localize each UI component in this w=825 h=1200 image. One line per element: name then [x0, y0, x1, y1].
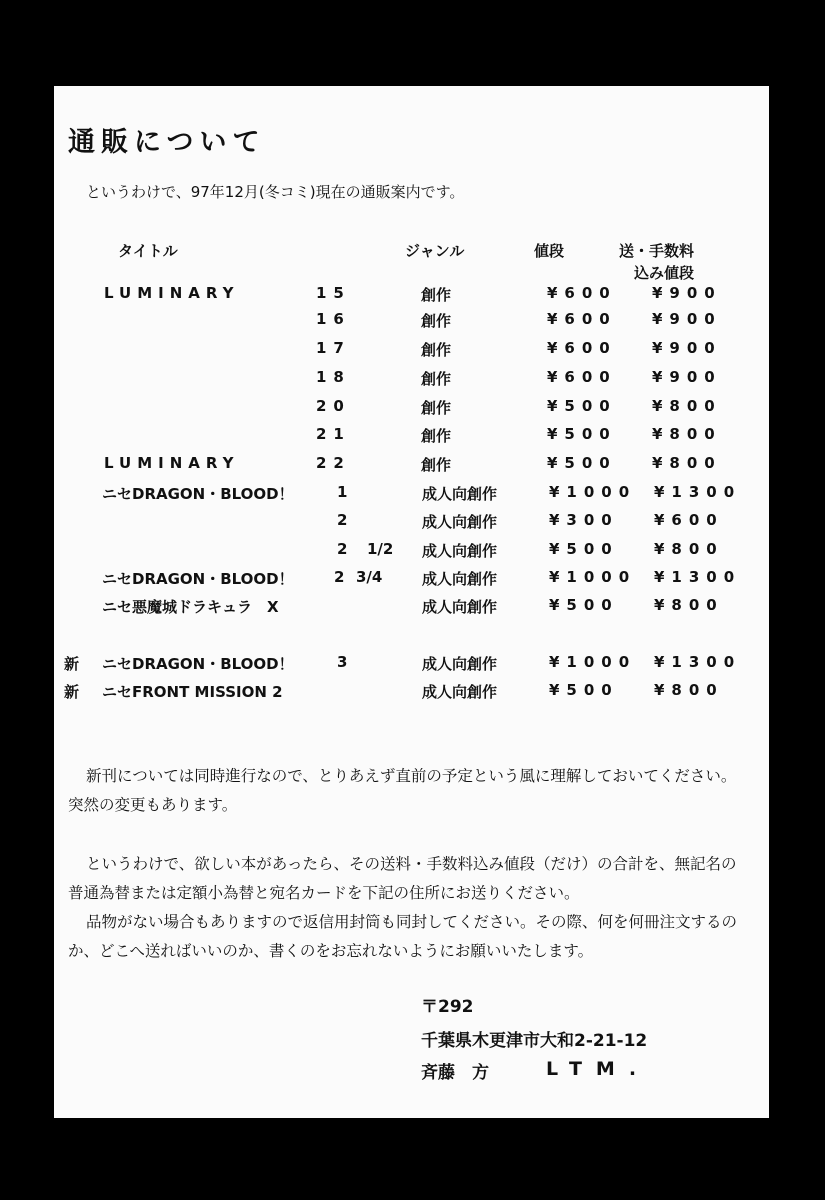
table-row: [54, 511, 769, 539]
row-price: ¥500: [549, 540, 619, 558]
row-genre: 創作: [421, 399, 452, 417]
row-price: ¥1000: [549, 483, 637, 501]
row-title: ニセDRAGON・BLOOD！: [102, 485, 294, 503]
row-price: ¥600: [547, 368, 617, 386]
row-total: ¥1300: [654, 568, 742, 586]
row-price: ¥600: [547, 310, 617, 328]
row-issue: 22: [316, 454, 351, 472]
row-total: ¥800: [652, 454, 722, 472]
row-price: ¥500: [547, 425, 617, 443]
row-issue: 2: [337, 511, 348, 529]
row-total: ¥1300: [654, 653, 742, 671]
row-issue: 2: [334, 568, 345, 586]
table-row: [54, 339, 769, 367]
new-mark: 新: [64, 683, 80, 701]
row-issue: 1: [337, 483, 348, 501]
row-title: ニセDRAGON・BLOOD！: [102, 570, 294, 588]
row-genre: 創作: [421, 370, 452, 388]
postal-code: 〒292: [421, 997, 474, 1017]
row-price: ¥300: [549, 511, 619, 529]
header-shipping: 送・手数料: [619, 242, 695, 260]
instruction-paragraph: というわけで、欲しい本があったら、その送料・手数料込み値段（だけ）の合計を、無記名の普通為替または定額小為替と宛名カードを下記の住所にお送りください。: [68, 855, 737, 902]
row-title: LUMINARY: [104, 454, 240, 472]
row-price: ¥1000: [549, 653, 637, 671]
row-genre: 成人向創作: [422, 542, 498, 560]
row-price: ¥500: [547, 397, 617, 415]
header-price: 値段: [534, 242, 565, 260]
row-genre: 成人向創作: [422, 655, 498, 673]
row-issue: 17: [316, 339, 351, 357]
row-genre: 創作: [421, 427, 452, 445]
header-genre: ジャンル: [405, 242, 465, 260]
row-price: ¥500: [549, 681, 619, 699]
row-issue: 15: [316, 284, 351, 302]
row-total: ¥800: [652, 425, 722, 443]
row-total: ¥900: [652, 368, 722, 386]
header-shipping-sub: 込み値段: [634, 264, 695, 282]
row-issue: 2: [337, 540, 348, 558]
header-title: タイトル: [118, 242, 178, 260]
table-row: [54, 368, 769, 396]
address-line: 千葉県木更津市大和2-21-12: [421, 1031, 648, 1051]
row-total: ¥600: [654, 511, 724, 529]
row-issue: 20: [316, 397, 351, 415]
table-row: [54, 568, 769, 596]
row-title: ニセ悪魔城ドラキュラ X: [102, 598, 279, 616]
row-issue: 18: [316, 368, 351, 386]
row-genre: 成人向創作: [422, 598, 498, 616]
row-price: ¥600: [547, 284, 617, 302]
row-total: ¥800: [654, 681, 724, 699]
row-total: ¥800: [654, 540, 724, 558]
row-issue: 21: [316, 425, 351, 443]
row-genre: 成人向創作: [422, 513, 498, 531]
row-total: ¥900: [652, 284, 722, 302]
new-mark: 新: [64, 655, 80, 673]
table-row: [54, 454, 769, 482]
note-paragraph: 新刊については同時進行なので、とりあえず直前の予定という風に理解しておいてください。突然の変更もあります。: [68, 767, 737, 814]
row-total: ¥800: [654, 596, 724, 614]
intro-text: というわけで、97年12月(冬コミ)現在の通販案内です。: [86, 183, 465, 201]
row-sub: 3/4: [356, 568, 383, 586]
row-genre: 成人向創作: [422, 570, 498, 588]
row-total: ¥900: [652, 310, 722, 328]
row-genre: 成人向創作: [422, 485, 498, 503]
circle-name: LTM.: [546, 1058, 651, 1080]
table-row: [54, 310, 769, 338]
row-genre: 創作: [421, 341, 452, 359]
table-row: [54, 540, 769, 568]
return-envelope-paragraph: 品物がない場合もありますので返信用封筒も同封してください。その際、何を何冊注文するのか、どこへ送ればいいのか、書くのをお忘れないようにお願いいたします。: [68, 913, 738, 960]
row-total: ¥800: [652, 397, 722, 415]
order-info-page: [54, 86, 769, 1118]
page-title: 通販について: [68, 127, 266, 158]
table-row: [54, 596, 769, 624]
row-genre: 成人向創作: [422, 683, 498, 701]
row-price: ¥500: [549, 596, 619, 614]
table-row: [54, 397, 769, 425]
row-price: ¥1000: [549, 568, 637, 586]
table-row: [54, 681, 769, 709]
row-title: ニセDRAGON・BLOOD！: [102, 655, 294, 673]
recipient-name: 斉藤 方: [421, 1063, 489, 1083]
row-issue: 3: [337, 653, 348, 671]
table-row: [54, 284, 769, 312]
row-genre: 創作: [421, 456, 452, 474]
table-row: [54, 653, 769, 681]
row-price: ¥600: [547, 339, 617, 357]
row-sub: 1/2: [367, 540, 394, 558]
row-title: LUMINARY: [104, 284, 240, 302]
table-row: [54, 425, 769, 453]
row-total: ¥900: [652, 339, 722, 357]
row-price: ¥500: [547, 454, 617, 472]
row-genre: 創作: [421, 286, 452, 304]
row-issue: 16: [316, 310, 351, 328]
row-title: ニセFRONT MISSION 2: [102, 683, 283, 701]
row-genre: 創作: [421, 312, 452, 330]
table-row: [54, 483, 769, 511]
row-total: ¥1300: [654, 483, 742, 501]
